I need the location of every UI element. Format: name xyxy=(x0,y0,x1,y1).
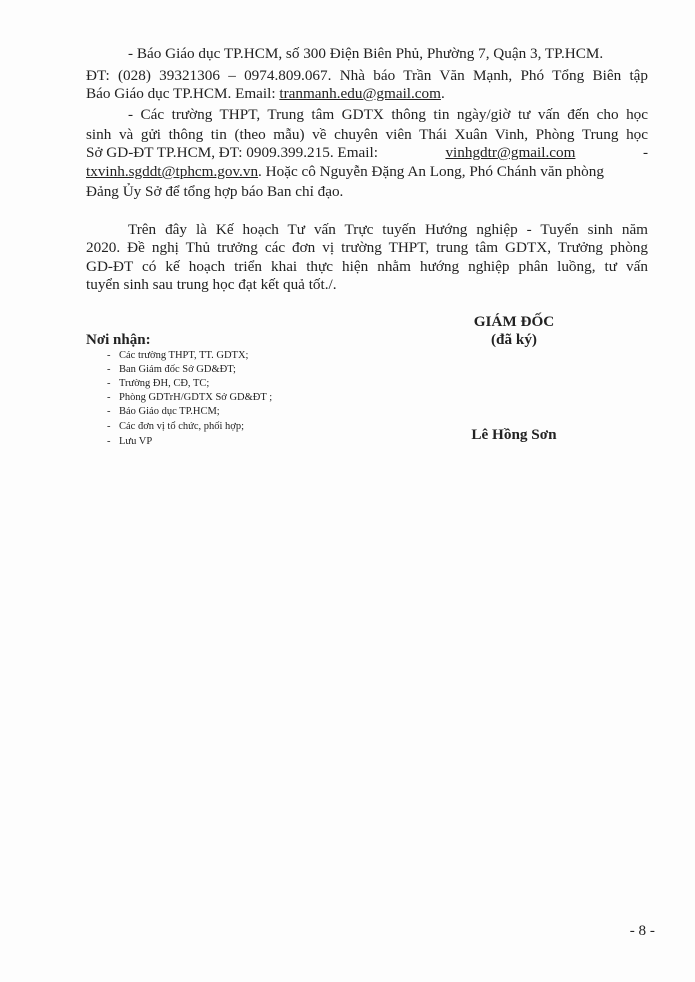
bgd-line-3-text: Báo Giáo dục TP.HCM. Email: xyxy=(86,85,280,102)
bgd-line-1: - Báo Giáo dục TP.HCM, số 300 Điện Biên Phủ, Phường 7, Quận 3, TP.HCM. xyxy=(128,45,604,62)
schools-line-4 xyxy=(86,162,604,182)
bgd-line-3 xyxy=(86,84,445,104)
schools-line-5: Đảng Ủy Sở để tổng hợp báo Ban chỉ đạo. xyxy=(86,183,344,200)
recipient-item-label: Lưu VP xyxy=(119,436,153,447)
recipient-item: - Ban Giám đốc Sở GD&ĐT; xyxy=(107,364,236,375)
schools-line-3-end: - xyxy=(642,144,648,161)
recipient-item-label: Các đơn vị tổ chức, phối hợp; xyxy=(119,421,244,432)
recipient-item: - Báo Giáo dục TP.HCM; xyxy=(107,406,220,417)
schools-line-2: sinh và gửi thông tin (theo mẫu) về chuyên viên Thái Xuân Vinh, Phòng Trung học xyxy=(86,126,648,143)
bgd-line-3-end: . xyxy=(440,85,445,102)
recipient-item: - Phòng GDTrH/GDTX Sở GD&ĐT ; xyxy=(107,392,273,403)
recipients-title: Nơi nhận: xyxy=(86,332,151,348)
closing-line-2: 2020. Đề nghị Thủ trưởng các đơn vị trường THPT, trung tâm GDTX, Trưởng phòng xyxy=(86,239,648,256)
closing-line-3: GD-ĐT có kế hoạch triển khai thực hiện nhằm hướng nghiệp phân luồng, tư vấn xyxy=(86,258,648,275)
vinh-email-link[interactable]: vinhgdtr@gmail.com xyxy=(445,144,576,161)
recipient-item-label: Các trường THPT, TT. GDTX; xyxy=(119,350,249,361)
schools-line-3-text: Sở GD-ĐT TP.HCM, ĐT: 0909.399.215. Email: xyxy=(86,144,378,161)
recipient-item: - Các đơn vị tổ chức, phối hợp; xyxy=(107,421,244,432)
schools-line-3 xyxy=(86,143,648,163)
recipient-item-label: Trường ĐH, CĐ, TC; xyxy=(119,378,210,389)
recipient-item-label: Báo Giáo dục TP.HCM; xyxy=(119,406,220,417)
closing-line-4: tuyển sinh sau trung học đạt kết quả tốt./. xyxy=(86,276,337,293)
schools-line-4-text: . Hoặc cô Nguyễn Đặng An Long, Phó Chánh văn phòng xyxy=(258,163,604,180)
page-number: - 8 - xyxy=(629,922,655,939)
recipient-item: - Trường ĐH, CĐ, TC; xyxy=(107,378,210,389)
recipient-item-label: Phòng GDTrH/GDTX Sở GD&ĐT ; xyxy=(119,392,273,403)
signer-name: Lê Hồng Sơn xyxy=(471,426,557,443)
signature-status: (đã ký) xyxy=(491,331,537,348)
signature-title: GIÁM ĐỐC xyxy=(473,313,555,330)
schools-line-1: - Các trường THPT, Trung tâm GDTX thông tin ngày/giờ tư vấn đến cho học xyxy=(128,106,648,123)
recipient-item: - Lưu VP xyxy=(107,436,153,447)
sgddt-email-link[interactable]: txvinh.sgddt@tphcm.gov.vn xyxy=(86,163,259,180)
bgd-line-2: ĐT: (028) 39321306 – 0974.809.067. Nhà báo Trần Văn Mạnh, Phó Tổng Biên tập xyxy=(86,67,648,84)
closing-line-1: Trên đây là Kế hoạch Tư vấn Trực tuyến Hướng nghiệp - Tuyển sinh năm xyxy=(128,221,648,238)
bgd-email-link[interactable]: tranmanh.edu@gmail.com xyxy=(279,85,441,102)
recipient-item: - Các trường THPT, TT. GDTX; xyxy=(107,350,249,361)
recipient-item-label: Ban Giám đốc Sở GD&ĐT; xyxy=(119,364,236,375)
